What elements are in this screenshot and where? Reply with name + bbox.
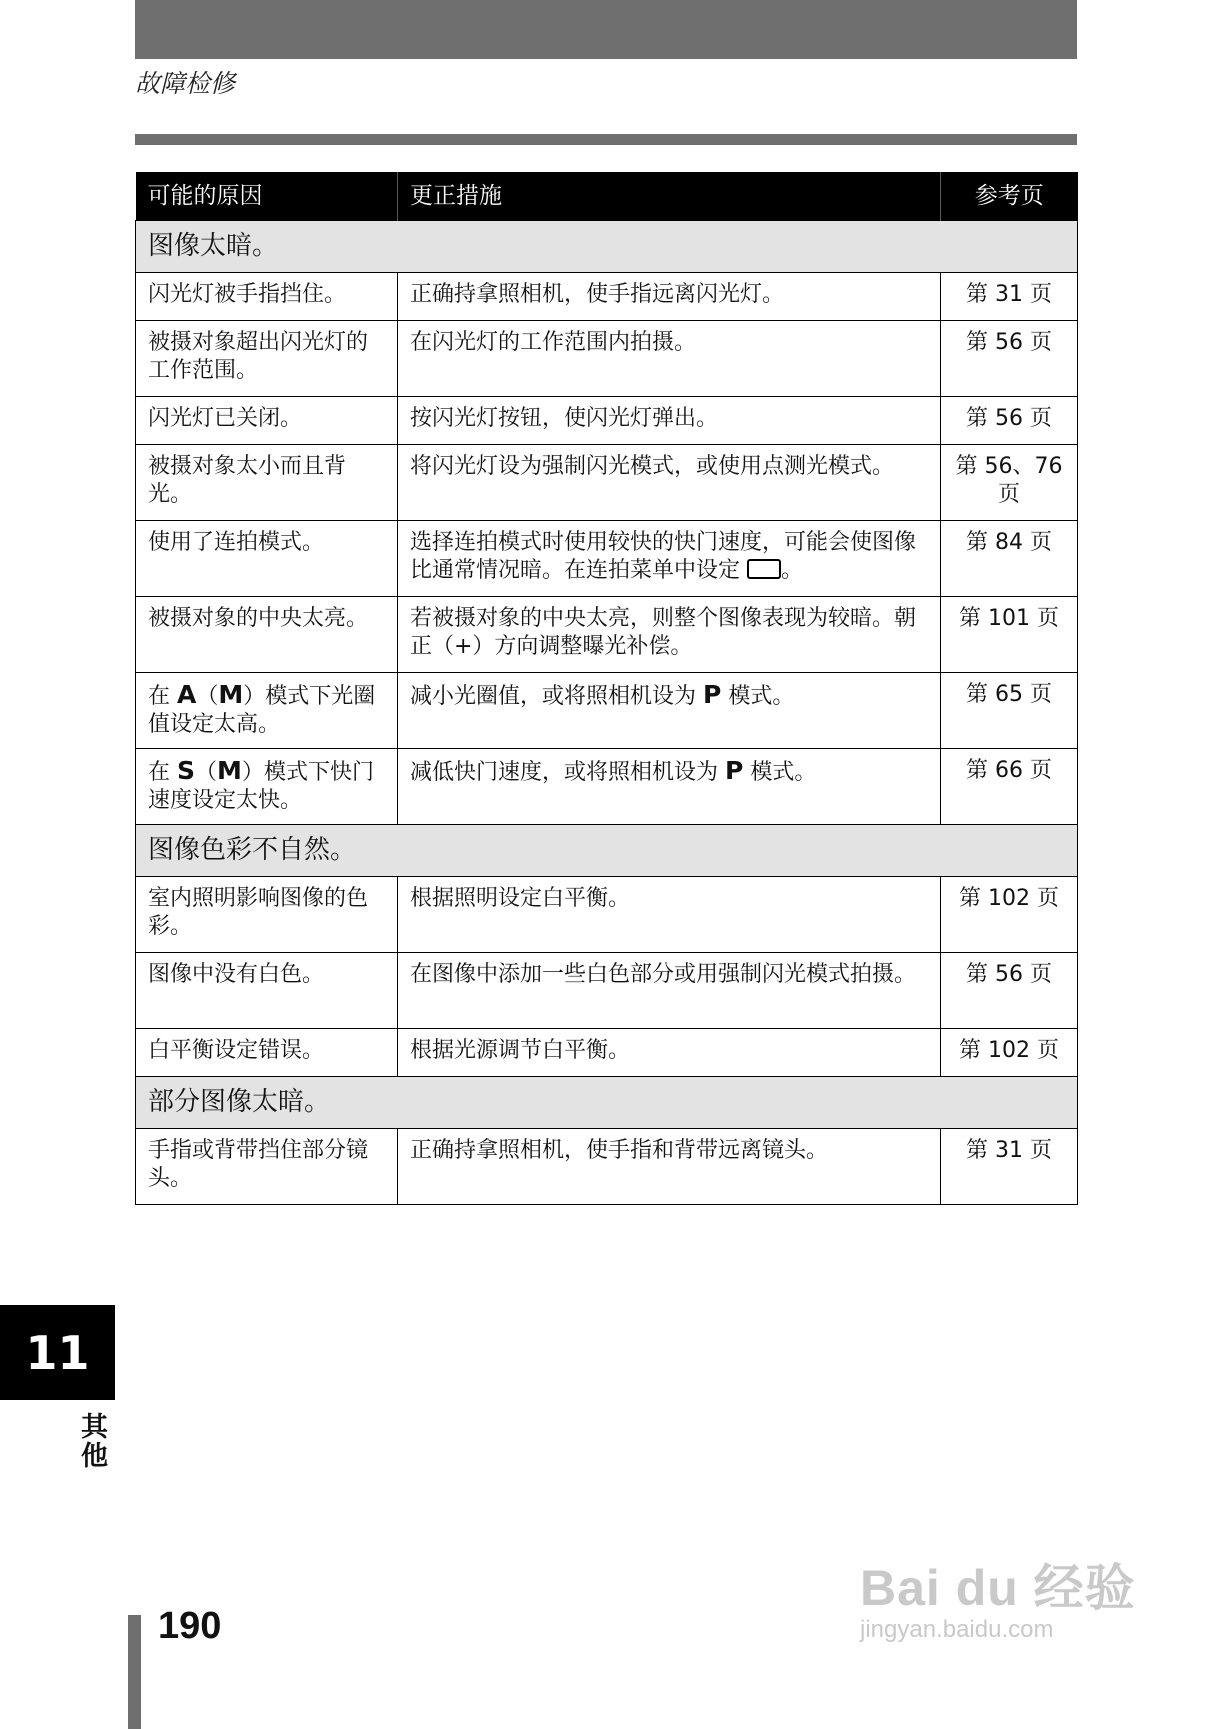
remedy-cell bbox=[398, 749, 941, 825]
remedy-cell: 正确持拿照相机，使手指和背带远离镜头。 bbox=[398, 1129, 941, 1205]
mode-m-symbol: M bbox=[218, 680, 244, 709]
cause-cell: 白平衡设定错误。 bbox=[136, 1029, 398, 1077]
paren: （ bbox=[196, 684, 219, 709]
remedy-cell bbox=[398, 521, 941, 597]
ref-cell: 第 65 页 bbox=[941, 673, 1078, 749]
remedy-cell: 在图像中添加一些白色部分或用强制闪光模式拍摄。 bbox=[398, 953, 941, 1029]
chapter-tab: 11 bbox=[0, 1305, 115, 1400]
paren: ） bbox=[243, 684, 266, 709]
cause-text: 在 bbox=[148, 760, 171, 785]
remedy-text: 模式。 bbox=[728, 684, 795, 709]
remedy-cell: 若被摄对象的中央太亮，则整个图像表现为较暗。朝正（+）方向调整曝光补偿。 bbox=[398, 597, 941, 673]
troubleshooting-table bbox=[135, 172, 1078, 1205]
table-row bbox=[136, 877, 1078, 953]
ref-cell: 第 31 页 bbox=[941, 1129, 1078, 1205]
ref-cell: 第 66 页 bbox=[941, 749, 1078, 825]
group-title: 图像色彩不自然。 bbox=[136, 825, 1078, 877]
group-title: 部分图像太暗。 bbox=[136, 1077, 1078, 1129]
cause-cell: 室内照明影响图像的色彩。 bbox=[136, 877, 398, 953]
cause-cell: 使用了连拍模式。 bbox=[136, 521, 398, 597]
ref-cell: 第 31 页 bbox=[941, 273, 1078, 321]
table-row bbox=[136, 1029, 1078, 1077]
ref-cell: 第 56 页 bbox=[941, 953, 1078, 1029]
mode-a-symbol: A bbox=[177, 680, 197, 709]
cause-cell: 手指或背带挡住部分镜头。 bbox=[136, 1129, 398, 1205]
mode-s-symbol: S bbox=[177, 756, 196, 785]
group-row bbox=[136, 221, 1078, 273]
remedy-cell: 按闪光灯按钮，使闪光灯弹出。 bbox=[398, 397, 941, 445]
remedy-text: 模式。 bbox=[750, 760, 817, 785]
remedy-cell: 将闪光灯设为强制闪光模式，或使用点测光模式。 bbox=[398, 445, 941, 521]
table-row bbox=[136, 445, 1078, 521]
cause-cell: 图像中没有白色。 bbox=[136, 953, 398, 1029]
table-row bbox=[136, 397, 1078, 445]
header-rule bbox=[135, 134, 1077, 145]
group-title: 图像太暗。 bbox=[136, 221, 1078, 273]
watermark-url: jingyan.baidu.com bbox=[860, 1616, 1054, 1643]
table-row bbox=[136, 953, 1078, 1029]
remedy-cell: 在闪光灯的工作范围内拍摄。 bbox=[398, 321, 941, 397]
page-number: 190 bbox=[158, 1605, 222, 1647]
table-row bbox=[136, 321, 1078, 397]
remedy-text: 选择连拍模式时使用较快的快门速度，可能会使图像比通常情况暗。在连拍菜单中设定 bbox=[410, 530, 917, 583]
cause-cell: 被摄对象的中央太亮。 bbox=[136, 597, 398, 673]
section-title: 故障检修 bbox=[135, 69, 236, 98]
header-ref: 参考页 bbox=[941, 172, 1078, 221]
remedy-text-end: 。 bbox=[781, 558, 804, 583]
table-row bbox=[136, 749, 1078, 825]
table-header-row bbox=[136, 172, 1078, 221]
ref-cell: 第 56 页 bbox=[941, 397, 1078, 445]
cause-text: 模式下光圈值设定太高。 bbox=[148, 684, 376, 737]
sequential-shooting-icon bbox=[747, 559, 781, 579]
cause-cell: 被摄对象超出闪光灯的工作范围。 bbox=[136, 321, 398, 397]
remedy-cell: 根据照明设定白平衡。 bbox=[398, 877, 941, 953]
watermark-logo: Bai du 经验 bbox=[860, 1560, 1136, 1616]
table-row bbox=[136, 273, 1078, 321]
mode-m-symbol: M bbox=[217, 756, 242, 785]
ref-cell: 第 56 页 bbox=[941, 321, 1078, 397]
ref-cell: 第 102 页 bbox=[941, 877, 1078, 953]
cause-text: 在 bbox=[148, 684, 171, 709]
remedy-cell: 正确持拿照相机，使手指远离闪光灯。 bbox=[398, 273, 941, 321]
cause-cell bbox=[136, 749, 398, 825]
cause-cell: 被摄对象太小而且背光。 bbox=[136, 445, 398, 521]
remedy-text: 减低快门速度，或将照相机设为 bbox=[410, 760, 719, 785]
mode-p-symbol: P bbox=[703, 680, 722, 709]
table-row bbox=[136, 673, 1078, 749]
header-remedy: 更正措施 bbox=[398, 172, 941, 221]
paren: ） bbox=[241, 760, 264, 785]
table-row bbox=[136, 597, 1078, 673]
ref-cell: 第 102 页 bbox=[941, 1029, 1078, 1077]
paren: （ bbox=[195, 760, 218, 785]
ref-cell: 第 56、76 页 bbox=[941, 445, 1078, 521]
group-row bbox=[136, 1077, 1078, 1129]
table-row bbox=[136, 1129, 1078, 1205]
cause-text: 模式下快门速度设定太快。 bbox=[148, 760, 374, 813]
cause-cell: 闪光灯已关闭。 bbox=[136, 397, 398, 445]
page-number-bar bbox=[128, 1615, 141, 1729]
group-row bbox=[136, 825, 1078, 877]
watermark bbox=[860, 1548, 1136, 1644]
cause-cell: 闪光灯被手指挡住。 bbox=[136, 273, 398, 321]
ref-cell: 第 84 页 bbox=[941, 521, 1078, 597]
header-cause: 可能的原因 bbox=[136, 172, 398, 221]
header-bar bbox=[135, 0, 1077, 59]
remedy-cell: 根据光源调节白平衡。 bbox=[398, 1029, 941, 1077]
mode-p-symbol: P bbox=[725, 756, 744, 785]
chapter-label: 其他 bbox=[76, 1412, 107, 1470]
cause-cell bbox=[136, 673, 398, 749]
remedy-cell bbox=[398, 673, 941, 749]
remedy-text: 减小光圈值，或将照相机设为 bbox=[410, 684, 697, 709]
table-row bbox=[136, 521, 1078, 597]
ref-cell: 第 101 页 bbox=[941, 597, 1078, 673]
